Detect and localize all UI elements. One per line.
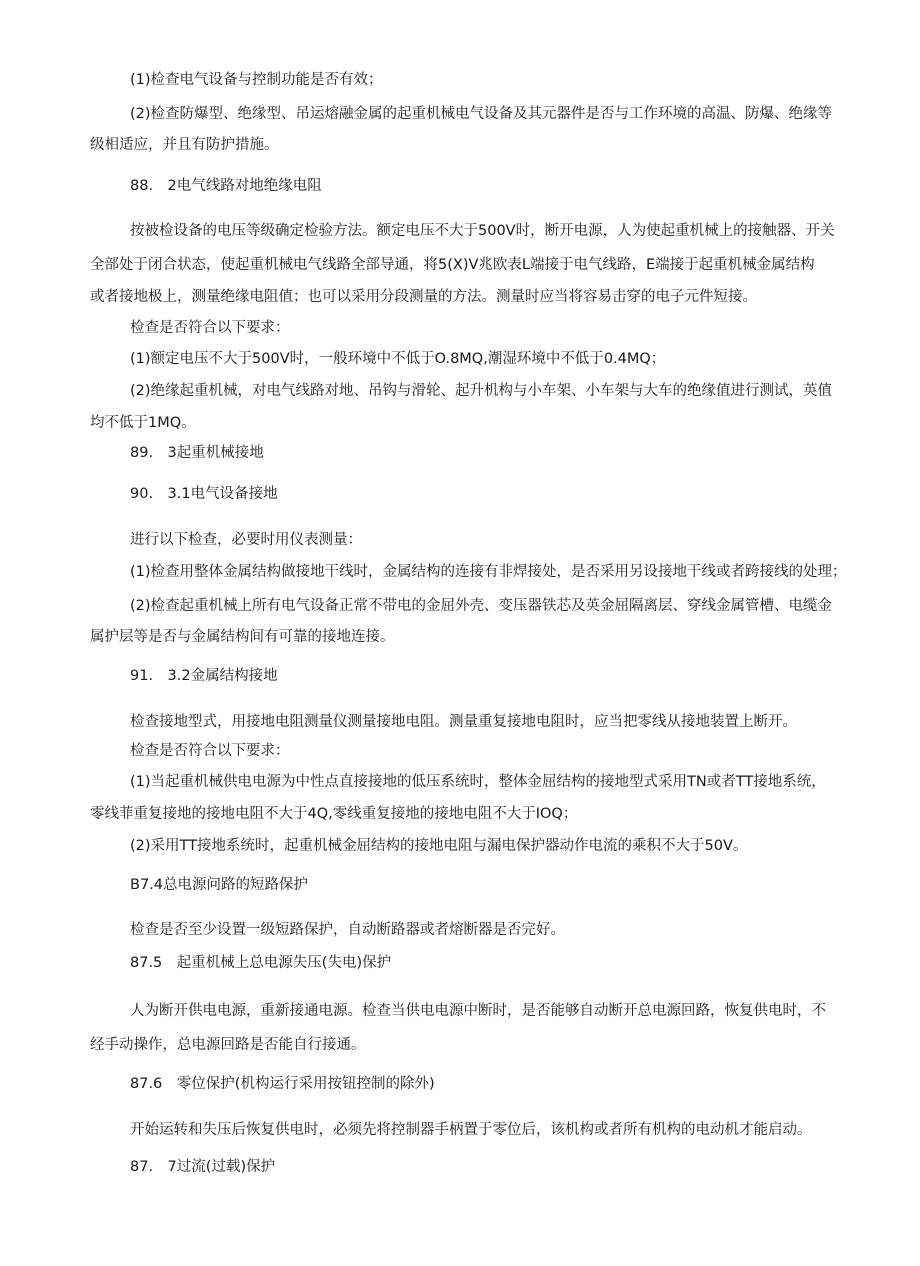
paragraph-line: 人为断开供电电源，重新接通电源。检查当供电电源中断时，是否能够自动断开总电源回路，恢复供电时，不	[130, 1003, 826, 1019]
section-heading: 91. 3.2金属结构接地	[130, 668, 278, 684]
paragraph-line: 检查是否符合以下要求：	[130, 320, 290, 336]
paragraph-line: (2)检查防爆型、绝缘型、吊运熔融金属的起重机械电气设备及其元器件是否与工作环境的高温、防爆、绝缘等	[130, 106, 833, 122]
paragraph-line: 按被检设备的电压等级确定检验方法。额定电压不大于500V时，断开电源，人为使起重机械上的接触器、开关	[130, 223, 835, 239]
paragraph-line: (1)检查电气设备与控制功能是否有效；	[130, 72, 383, 88]
paragraph-line: 全部处于闭合状态，使起重机械电气线路全部导通，将5(X)V兆欧表L端接于电气线路，E端接于起重机械金属结构	[90, 257, 815, 273]
paragraph-line: 或者接地极上，测量绝缘电阻值；也可以采用分段测量的方法。测量时应当将容易击穿的电子元件短接。	[90, 289, 757, 305]
paragraph-line: (2)绝缘起重机械，对电气线路对地、吊钩与滑轮、起升机构与小车架、小车架与大车的绝缘值进行测试，英值	[130, 383, 833, 399]
section-heading: 87. 7过流(过载)保护	[130, 1159, 276, 1175]
paragraph-line: (1)检查用整体金属结构做接地干线时，金属结构的连接有非焊接处，是否采用另设接地干线或者跨接线的处理；	[130, 564, 847, 580]
section-heading: 87.5 起重机械上总电源失压(失电)保护	[130, 955, 392, 971]
section-heading: 89. 3起重机械接地	[130, 445, 264, 461]
paragraph-line: 属护层等是否与金属结构间有可靠的接地连接。	[90, 629, 395, 645]
paragraph-line: 检查是否至少设置一级短路保护，自动断路器或者熔断器是否完好。	[130, 922, 565, 938]
section-heading: 90. 3.1电气设备接地	[130, 486, 278, 502]
paragraph-line: 经手动操作，总电源回路是否能自行接通。	[90, 1037, 366, 1053]
paragraph-line: (1)当起重机械供电电源为中性点直接接地的低压系统时，整体金屈结构的接地型式采用TN或者TT接地系统，	[130, 774, 826, 790]
paragraph-line: (2)采用TT接地系统时，起重机械金屈结构的接地电阻与漏电保护器动作电流的乘积不大于50V。	[130, 838, 748, 854]
paragraph-line: 进行以下检查，必要时用仪表测量：	[130, 532, 362, 548]
paragraph-line: 级相适应，并且有防护措施。	[90, 137, 279, 153]
paragraph-line: 开始运转和失压后恢复供电时，必须先将控制器手柄置于零位后，该机构或者所有机构的电动机才能启动。	[130, 1122, 812, 1138]
paragraph-line: (1)额定电压不大于500V时，一般环境中不低于O.8MQ,潮湿环境中不低于0.4MQ；	[130, 351, 666, 367]
paragraph-line: 检查是否符合以下要求：	[130, 743, 290, 759]
section-heading: 87.6 零位保护(机构运行采用按钮控制的除外)	[130, 1076, 435, 1092]
section-heading: B7.4总电源问路的短路保护	[130, 877, 309, 893]
paragraph-line: (2)检查起重机械上所有电气设备正常不带电的金屈外壳、变压器铁芯及英金屈隔离层、穿线金属管槽、电缆金	[130, 598, 833, 614]
paragraph-line: 均不低于1MQ。	[90, 415, 196, 431]
paragraph-line: 检查接地型式，用接地电阻测量仪测量接地电阻。测量重复接地电阻时，应当把零线从接地装置上断开。	[130, 714, 797, 730]
section-heading: 88. 2电气线路对地绝缘电阻	[130, 178, 322, 194]
paragraph-line: 零线菲重复接地的接地电阻不大于4Q,零线重复接地的接地电阻不大于IOQ；	[90, 806, 578, 822]
